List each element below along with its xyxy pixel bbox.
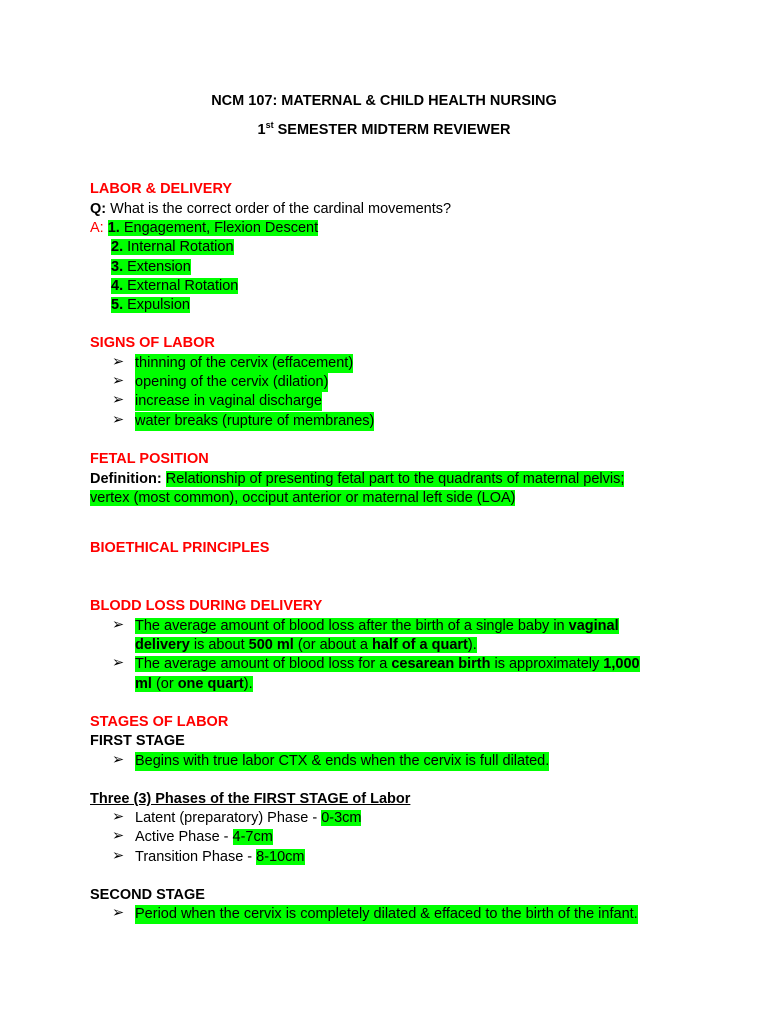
bullet-icon: ➢	[112, 848, 125, 864]
bullet-icon: ➢	[112, 412, 125, 428]
definition-line-1: Definition: Relationship of presenting fetal part to the quadrants of maternal pelvis;	[90, 471, 625, 487]
section-heading-fetal-position: FETAL POSITION	[90, 451, 209, 467]
phases-heading: Three (3) Phases of the FIRST STAGE of Labor	[90, 791, 411, 807]
section-heading-blood-loss: BLODD LOSS DURING DELIVERY	[90, 598, 323, 614]
question-line: Q: What is the correct order of the cardinal movements?	[90, 201, 452, 217]
bullet-icon: ➢	[112, 392, 125, 408]
answer-line-5: 5. Expulsion	[111, 297, 190, 313]
answer-line-1: A: 1. Engagement, Flexion Descent	[90, 220, 319, 236]
document-page: NCM 107: MATERNAL & CHILD HEALTH NURSING 1st SEMESTER MIDTERM REVIEWER LABOR & DELIVERY Q: What is the correct order of the cardinal movements? A: 1. Engagement, Flexion Descent 2. Internal Rotation 3. Extension 4. External Rotation 5. Expulsion SIGNS OF LABOR ➢ thinning of the cervix (effacement) ➢ opening of the cervix (dilation) ➢ increase in vaginal discharge ➢ water breaks (rupture of membranes) FETAL POSITION Definition: Relationship of presenting fetal part to the quadrants of maternal pelvis; vertex (most common), occiput anterior or maternal left side (LOA) BIOETHICAL PRINCIPLES BLODD LOSS DURING DELIVERY ➢ The average amount of blood loss after the birth of a single baby in vaginal delivery is about 500 ml (or about a half of a quart). ➢ The average amount of blood loss for a cesarean birth is approximately 1,000 ml (or one quart). STAGES OF LABOR FIRST STAGE ➢ Begins with true labor CTX & ends when the cervix is full dilated. Three (3) Phases of the FIRST STAGE of Labor ➢ Latent (preparatory) Phase - 0-3cm ➢ Active Phase - 4-7cm ➢ Transition Phase - 8-10cm SECOND STAGE ➢ Period when the cervix is completely dilated & effaced to the birth of the infant.	[0, 0, 768, 1024]
definition-line-2: vertex (most common), occiput anterior or maternal left side (LOA)	[90, 490, 516, 506]
bullet-icon: ➢	[112, 752, 125, 768]
section-heading-bioethical: BIOETHICAL PRINCIPLES	[90, 540, 270, 556]
answer-line-4: 4. External Rotation	[111, 278, 239, 294]
document-title: NCM 107: MATERNAL & CHILD HEALTH NURSING	[211, 93, 557, 109]
bullet-icon: ➢	[112, 354, 125, 370]
bullet-icon: ➢	[112, 905, 125, 921]
section-heading-labor-delivery: LABOR & DELIVERY	[90, 181, 233, 197]
answer-line-3: 3. Extension	[111, 259, 191, 275]
bullet-icon: ➢	[112, 655, 125, 671]
bullet-icon: ➢	[112, 373, 125, 389]
bullet-icon: ➢	[112, 617, 125, 633]
document-subtitle: 1st SEMESTER MIDTERM REVIEWER	[257, 120, 511, 138]
first-stage-heading: FIRST STAGE	[90, 733, 185, 749]
section-heading-stages-of-labor: STAGES OF LABOR	[90, 714, 229, 730]
section-heading-signs-of-labor: SIGNS OF LABOR	[90, 335, 215, 351]
answer-line-2: 2. Internal Rotation	[111, 239, 234, 255]
bullet-icon: ➢	[112, 828, 125, 844]
bullet-icon: ➢	[112, 809, 125, 825]
second-stage-heading: SECOND STAGE	[90, 887, 205, 903]
